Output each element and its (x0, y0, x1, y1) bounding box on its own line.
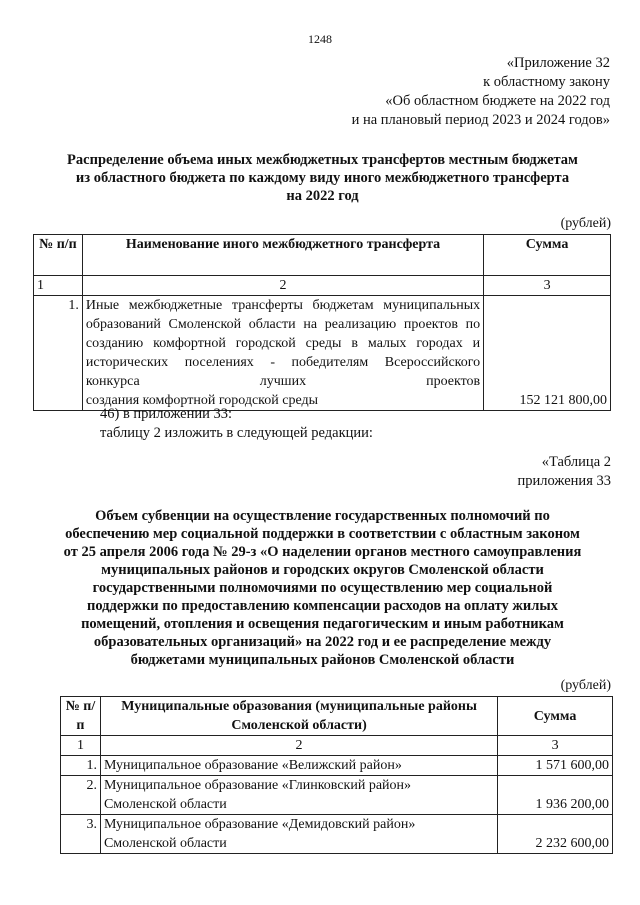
title-line: из областного бюджета по каждому виду иного межбюджетного трансферта (75, 170, 570, 186)
appendix-line: «Приложение 32 (506, 55, 610, 71)
row-num: 2. (61, 776, 101, 815)
title-line: бюджетами муниципальных районов Смоленской области (130, 652, 515, 668)
table-row (61, 776, 613, 815)
table-row (61, 756, 613, 776)
row-name-line: Муниципальное образование «Демидовский район» (103, 817, 416, 832)
row-name-line: Смоленской области (103, 836, 227, 851)
row-sum: 2 232 600,00 (498, 815, 613, 854)
row-name (100, 776, 497, 815)
index-cell: 1 (34, 276, 83, 296)
units-label: (рублей) (560, 678, 611, 693)
title-line: на 2022 год (286, 188, 359, 204)
row-name-line: Муниципальное образование «Глинковский район» (103, 778, 412, 793)
table-header-row (34, 235, 611, 276)
appendix-header (352, 54, 610, 130)
title-line: Распределение объема иных межбюджетных трансфертов местным бюджетам (67, 152, 578, 168)
row-sum: 1 936 200,00 (498, 776, 613, 815)
table-row (34, 296, 611, 411)
row-description (82, 296, 483, 411)
table-index-row (61, 736, 613, 756)
title-line: образовательных организаций» на 2022 год и ее распределение между (93, 634, 552, 650)
index-cell: 3 (484, 276, 611, 296)
col-header-num: № п/п (61, 697, 101, 736)
col-header-name: Муниципальные образования (муниципальные районы Смоленской области) (100, 697, 497, 736)
row-name-line: Муниципальное образование «Велижский район» (103, 758, 402, 773)
title-line: помещений, отопления и освещения педагогическим и иным работникам (81, 616, 564, 632)
row-description-last: создания комфортной городской среды (85, 393, 319, 408)
title-subvention (40, 507, 605, 669)
title-transfers (40, 151, 605, 205)
title-line: Объем субвенции на осуществление государственных полномочий по (95, 508, 550, 524)
instruction-line: 46) в приложении 33: (100, 406, 233, 422)
title-line: поддержки по предоставлению компенсации расходов на оплату жилых (87, 598, 558, 614)
row-name (100, 756, 497, 776)
table-header-row (61, 697, 613, 736)
instruction-line: таблицу 2 изложить в следующей редакции: (100, 425, 373, 441)
col-header-num: № п/п (34, 235, 83, 276)
row-num: 1. (34, 296, 83, 411)
table2-reference-line: «Таблица 2 (541, 454, 611, 470)
col-header-sum: Сумма (498, 697, 613, 736)
index-cell: 1 (61, 736, 101, 756)
subvention-table (60, 696, 613, 854)
row-num: 3. (61, 815, 101, 854)
row-description-main: Иные межбюджетные трансферты бюджетам муниципальных образований Смоленской области на реализацию проектов по созданию комфортной городской среды в малых городах и исторических поселениях - победителям Всероссийского конкурса лучших проектов (85, 298, 481, 389)
table-index-row (34, 276, 611, 296)
row-num: 1. (61, 756, 101, 776)
page-number: 1248 (308, 32, 332, 46)
index-cell: 2 (100, 736, 497, 756)
row-name (100, 815, 497, 854)
col-header-sum: Сумма (484, 235, 611, 276)
title-line: обеспечению мер социальной поддержки в соответствии с областным законом (65, 526, 580, 542)
index-cell: 2 (82, 276, 483, 296)
title-line: государственными полномочиями по осуществлению мер социальной (92, 580, 553, 596)
row-sum: 1 571 600,00 (498, 756, 613, 776)
transfers-table (33, 234, 611, 411)
title-line: от 25 апреля 2006 года № 29-з «О наделении органов местного самоуправления (63, 544, 582, 560)
table2-reference-line: приложения 33 (517, 473, 611, 489)
appendix-line: к областному закону (483, 74, 610, 90)
appendix-line: «Об областном бюджете на 2022 год (385, 93, 610, 109)
col-header-name: Наименование иного межбюджетного трансферта (82, 235, 483, 276)
table2-reference (518, 453, 611, 491)
row-name-line: Смоленской области (103, 797, 227, 812)
title-line: муниципальных районов и городских округов Смоленской области (101, 562, 544, 578)
appendix-line: и на плановый период 2023 и 2024 годов» (351, 112, 610, 128)
row-sum: 152 121 800,00 (484, 296, 611, 411)
table-row (61, 815, 613, 854)
index-cell: 3 (498, 736, 613, 756)
units-label: (рублей) (560, 216, 611, 231)
